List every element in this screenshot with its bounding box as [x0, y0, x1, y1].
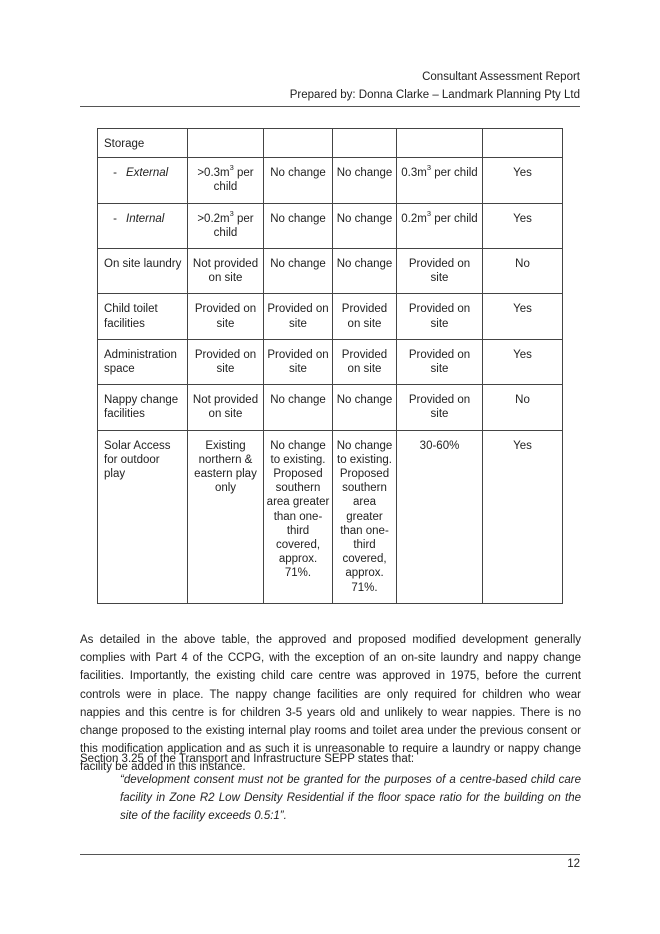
table-cell: $0.3m^3$ per child	[397, 158, 483, 203]
body-paragraph: Section 3.25 of the Transport and Infrastructure SEPP states that:	[80, 753, 415, 765]
table-cell: No change	[264, 249, 333, 294]
row-label: Child toilet facilities	[98, 294, 188, 339]
sub-label: External	[126, 167, 169, 180]
table-cell: Provided on site	[264, 294, 333, 339]
assessment-table	[97, 128, 563, 604]
row-label: Nappy change facilities	[98, 385, 188, 430]
row-label: On site laundry	[98, 249, 188, 294]
table-row	[98, 203, 563, 248]
table-cell: Provided on site	[264, 339, 333, 384]
table-row	[98, 385, 563, 430]
table-cell: Provided on site	[397, 339, 483, 384]
table-cell: No change	[333, 203, 397, 248]
row-label: Solar Access for outdoor play	[98, 430, 188, 603]
table-cell: $>0.2m^3$ per child	[188, 203, 264, 248]
page-header	[80, 68, 580, 104]
table-cell: Provided on site	[397, 294, 483, 339]
body-paragraph: As detailed in the above table, the approved and proposed modified development generally complies with Part 4 of the CCPG, with the exception of an on-site laundry and nappy change facilities. Importantly, the existing child care centre was approved in 1975, before the current controls were in place. The nappy change facilities are only required for children who wear nappies and this centre is for children 3-5 years old and unlikely to wear nappies. There is no change proposed to the existing internal play rooms and toilet area under the previous consent or this modification application and as such it is unreasonable to require a laundry or nappy change facility be added in this instance.	[80, 634, 581, 774]
table-row	[98, 430, 563, 603]
quoted-clause: “development consent must not be granted for the purposes of a centre-based child care facility in Zone R2 Low Density Residential if the floor space ratio for the building on the site of the facility exceeds 0.5:1”.	[120, 774, 581, 823]
table-cell: $0.2m^3$ per child	[397, 203, 483, 248]
table-row	[98, 294, 563, 339]
table-cell: Provided on site	[333, 294, 397, 339]
table-cell: No change	[264, 203, 333, 248]
table-cell: Provided on site	[333, 339, 397, 384]
table-cell: No change	[333, 385, 397, 430]
row-label: Storage	[98, 129, 188, 158]
sub-label: Internal	[126, 212, 165, 225]
compliance-cell: Yes	[483, 339, 563, 384]
report-author: Prepared by: Donna Clarke – Landmark Planning Pty Ltd	[289, 89, 580, 101]
table-cell: No change	[264, 158, 333, 203]
table-cell: Not provided on site	[188, 249, 264, 294]
table-cell: Provided on site	[397, 385, 483, 430]
table-cell: No change	[333, 158, 397, 203]
bullet-dash: -	[113, 212, 117, 225]
table-row	[98, 158, 563, 203]
row-label	[98, 158, 188, 203]
table-cell: 30-60%	[397, 430, 483, 603]
table-cell: No change	[333, 249, 397, 294]
bullet-dash: -	[113, 167, 117, 180]
table-cell: No change	[264, 385, 333, 430]
report-title: Consultant Assessment Report	[422, 71, 580, 83]
table-cell: $>0.3m^3$ per child	[188, 158, 264, 203]
row-label	[98, 203, 188, 248]
compliance-cell: No	[483, 249, 563, 294]
row-label: Administration space	[98, 339, 188, 384]
compliance-cell: Yes	[483, 158, 563, 203]
table-cell: Provided on site	[397, 249, 483, 294]
header-divider	[80, 106, 580, 107]
compliance-cell: Yes	[483, 294, 563, 339]
compliance-cell: Yes	[483, 203, 563, 248]
table-row	[98, 249, 563, 294]
table-cell: Existing northern & eastern play only	[188, 430, 264, 603]
table-cell: Provided on site	[188, 294, 264, 339]
table-cell: Not provided on site	[188, 385, 264, 430]
table-cell: Provided on site	[188, 339, 264, 384]
table-cell: No change to existing. Proposed southern area greater than one-third covered, approx. 71%.	[264, 430, 333, 603]
compliance-cell: No	[483, 385, 563, 430]
page-number: 12	[567, 858, 580, 870]
footer-divider	[80, 854, 580, 855]
table-cell: No change to existing. Proposed southern area greater than one-third covered, approx. 71%.	[333, 430, 397, 603]
table-row	[98, 339, 563, 384]
table-row	[98, 129, 563, 158]
compliance-cell: Yes	[483, 430, 563, 603]
